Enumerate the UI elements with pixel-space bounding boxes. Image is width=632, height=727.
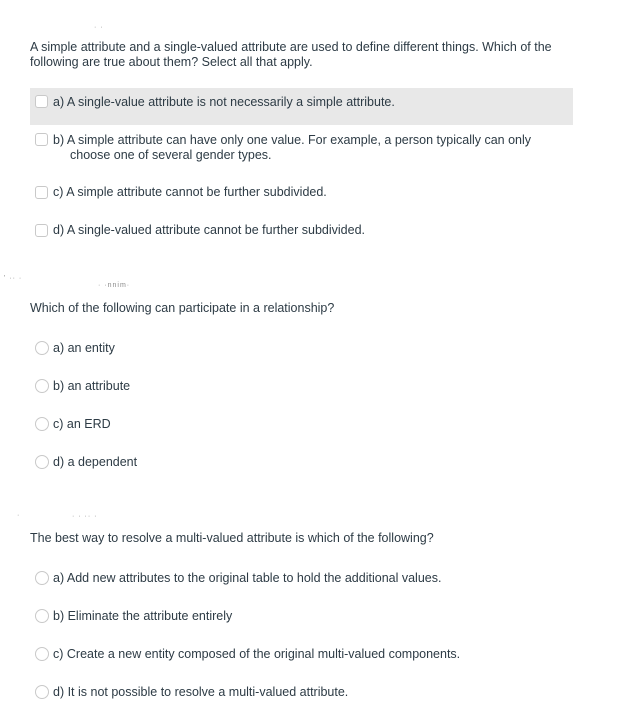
answer-c-radio[interactable] [35, 417, 49, 431]
answer-d-label: d) a dependent [53, 455, 138, 469]
question-3-answer-a[interactable] [30, 564, 573, 594]
question-1-text: A simple attribute and a single-valued attribute are used to define different things. Which of the following are true about them? Select all that apply. [30, 40, 552, 69]
answer-d-label: d) It is not possible to resolve a multi-valued attribute. [53, 685, 349, 699]
question-1-answer-b[interactable] [30, 126, 573, 166]
question-1-answer-a[interactable] [30, 88, 573, 125]
answer-a-label: a) an entity [53, 341, 115, 355]
answer-b-radio[interactable] [35, 609, 49, 623]
question-1-header-fragment: · · [94, 24, 104, 31]
question-2-text: Which of the following can participate in a relationship? [30, 301, 335, 315]
question-2-header-fragment: · ·nnim· [98, 282, 131, 289]
answer-c-label: c) Create a new entity composed of the original multi-valued components. [53, 647, 461, 661]
answer-d-radio[interactable] [35, 685, 49, 699]
question-3-header-fragment: · · ·· · [72, 513, 98, 520]
question-1-answer-c[interactable] [30, 179, 573, 209]
question-2-answer-b[interactable] [30, 372, 573, 402]
answer-c-label: c) an ERD [53, 417, 111, 431]
answer-b-label [53, 133, 558, 163]
question-3-text: The best way to resolve a multi-valued attribute is which of the following? [30, 531, 434, 545]
answer-b-label: b) Eliminate the attribute entirely [53, 609, 233, 623]
answer-a-label: a) A single-value attribute is not necessarily a simple attribute. [53, 95, 395, 109]
answer-b-checkbox[interactable] [35, 133, 48, 146]
answer-d-checkbox[interactable] [35, 224, 48, 237]
question-3-margin-fragment: · [17, 512, 21, 519]
question-2-margin-fragment: ' ·· · [4, 275, 23, 282]
question-3-answer-b[interactable] [30, 602, 573, 632]
answer-a-label: a) Add new attributes to the original table to hold the additional values. [53, 571, 442, 585]
answer-d-label: d) A single-valued attribute cannot be further subdivided. [53, 223, 366, 237]
question-2-answer-c[interactable] [30, 410, 573, 440]
question-2-answer-d[interactable] [30, 448, 573, 478]
answer-a-radio[interactable] [35, 341, 49, 355]
answer-a-checkbox[interactable] [35, 95, 48, 108]
question-2-answer-a[interactable] [30, 334, 573, 364]
answer-b-label: b) an attribute [53, 379, 131, 393]
answer-b-radio[interactable] [35, 379, 49, 393]
answer-c-label: c) A simple attribute cannot be further subdivided. [53, 185, 327, 199]
answer-d-radio[interactable] [35, 455, 49, 469]
question-3-answer-c[interactable] [30, 640, 573, 670]
question-3-answer-d[interactable] [30, 678, 573, 708]
question-1-answer-d[interactable] [30, 217, 573, 247]
answer-a-radio[interactable] [35, 571, 49, 585]
answer-c-checkbox[interactable] [35, 186, 48, 199]
answer-c-radio[interactable] [35, 647, 49, 661]
answer-b-line-1: b) A simple attribute can have only one value. For example, a person typically can only [53, 133, 532, 147]
answer-b-line-2: choose one of several gender types. [70, 148, 272, 162]
